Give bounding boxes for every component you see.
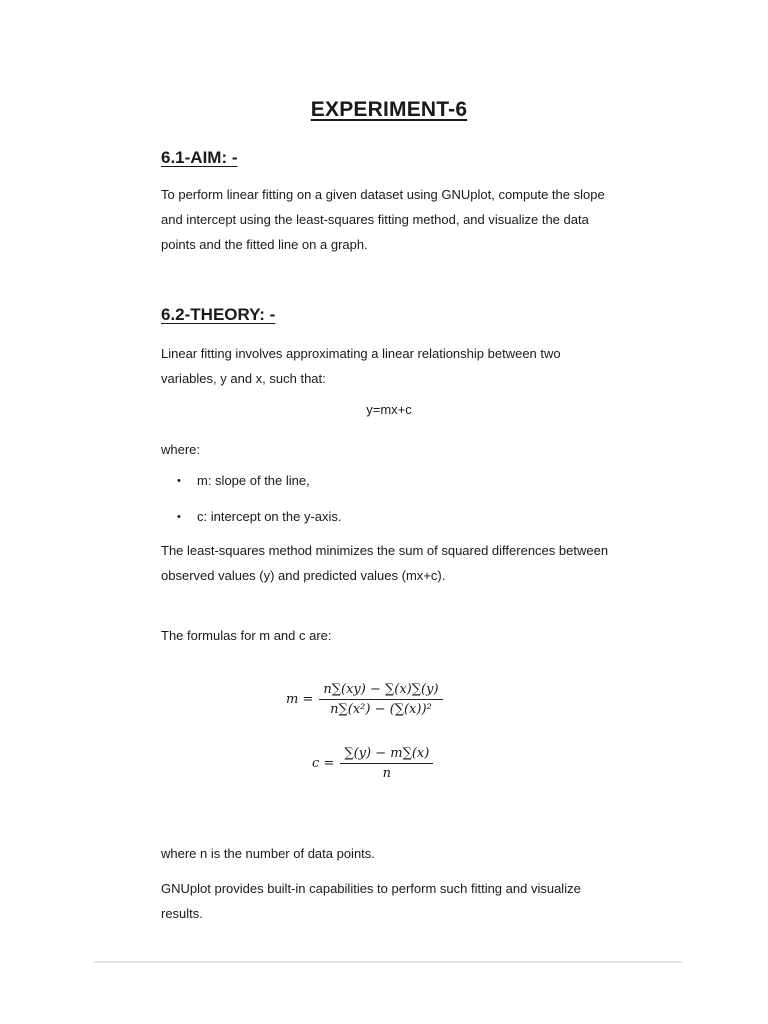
aim-line: and intercept using the least-squares fitting method, and visualize the data — [161, 212, 589, 227]
gnuplot-line: results. — [161, 906, 203, 921]
n-definition: where n is the number of data points. — [161, 846, 375, 861]
formula-c — [312, 746, 433, 781]
formula-c-fraction — [340, 746, 433, 781]
document-title: EXPERIMENT-6 — [310, 98, 468, 121]
list-item: • c: intercept on the y-axis. — [161, 507, 342, 543]
formula-m-denominator: n∑(x²) − (∑(x))² — [319, 699, 442, 717]
theory-heading: 6.2-THEORY: - — [161, 305, 276, 324]
formulas-intro: The formulas for m and c are: — [161, 628, 332, 643]
formula-c-denominator: n — [340, 763, 433, 781]
formula-m-numerator: n∑(xy) − ∑(x)∑(y) — [323, 682, 439, 697]
aim-line: To perform linear fitting on a given dataset using GNUplot, compute the slope — [161, 187, 605, 202]
least-squares-line: observed values (y) and predicted values (mx+c). — [161, 568, 446, 583]
formula-c-numerator: ∑(y) − m∑(x) — [344, 746, 430, 761]
aim-paragraph — [161, 182, 621, 257]
theory-intro-line: variables, y and x, such that: — [161, 371, 326, 386]
list-item: • m: slope of the line, — [161, 471, 342, 507]
gnuplot-paragraph — [161, 876, 621, 926]
aim-heading: 6.1-AIM: - — [161, 148, 238, 167]
gnuplot-line: GNUplot provides built-in capabilities to perform such fitting and visualize — [161, 881, 581, 896]
aim-line: points and the fitted line on a graph. — [161, 237, 368, 252]
least-squares-paragraph — [161, 538, 621, 588]
where-label: where: — [161, 442, 201, 457]
page-divider — [93, 961, 683, 963]
theory-intro-paragraph — [161, 341, 621, 391]
theory-intro-line: Linear fitting involves approximating a linear relationship between two — [161, 346, 561, 361]
linear-equation: y=mx+c — [366, 402, 412, 417]
formula-m-fraction — [319, 682, 442, 717]
least-squares-line: The least-squares method minimizes the sum of squared differences between — [161, 543, 609, 558]
formula-m-lhs: m = — [286, 692, 314, 707]
formula-c-lhs: c = — [312, 756, 335, 771]
formula-m — [286, 682, 443, 717]
variable-list — [161, 471, 342, 543]
